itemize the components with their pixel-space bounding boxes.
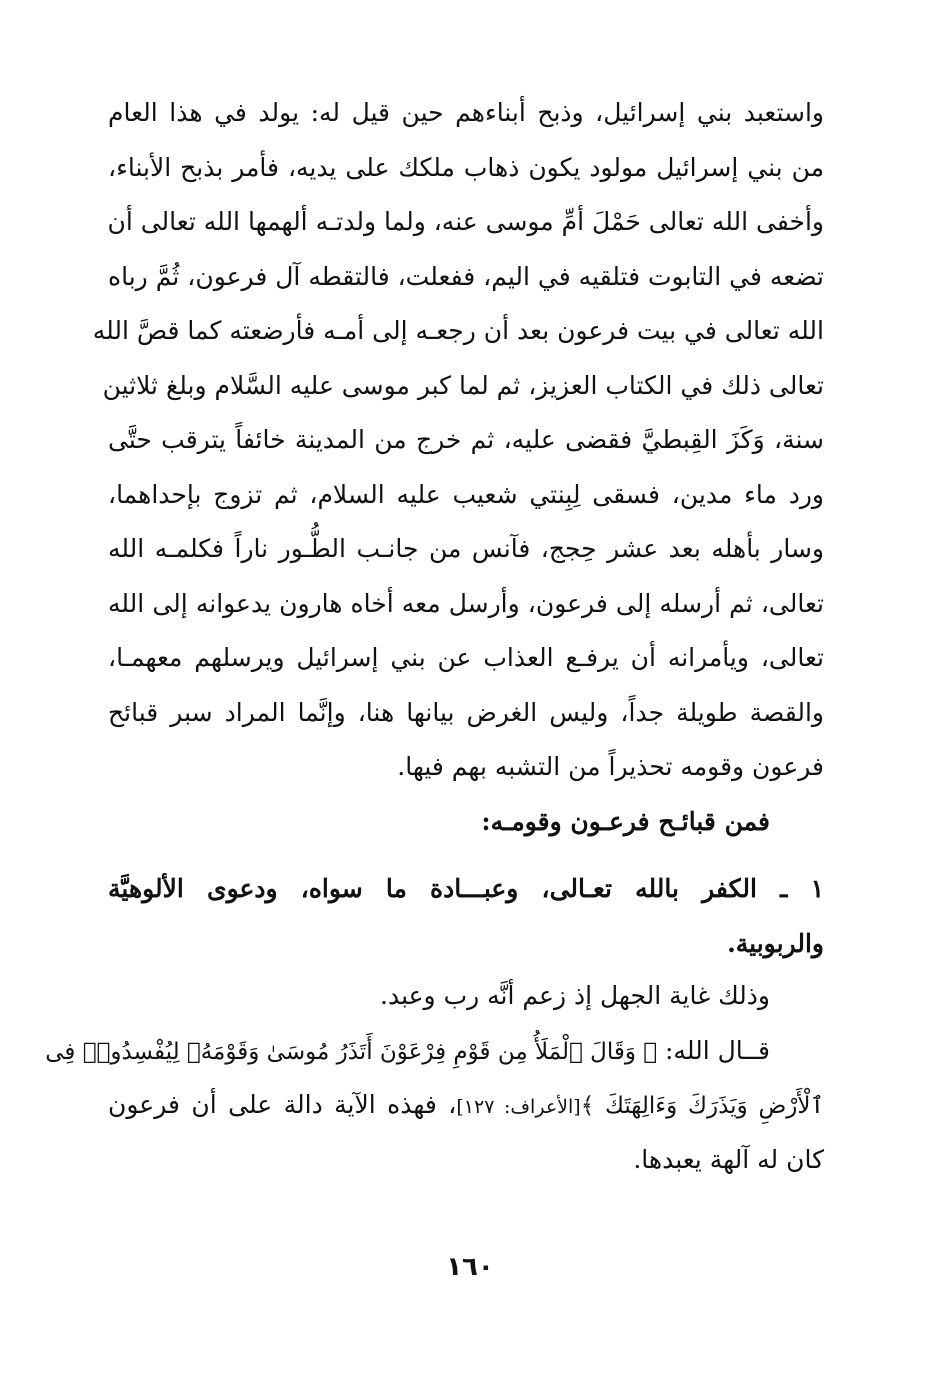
after-verse-text: ، فهذه الآية دالة على أن فرعون: [108, 1090, 457, 1119]
verse-line-2: [108, 1078, 824, 1133]
paragraph-line: ورد ماء مدين، فسقى لِبِنتي شعيب عليه السلام، ثم تزوج بإحداهما،: [108, 479, 824, 509]
paragraph-line: وأخفى الله تعالى حَمْلَ أمِّ موسى عنه، ولما ولدتـه ألهمها الله تعالى أن: [107, 207, 824, 236]
point-1: [108, 859, 824, 969]
paragraph-line: تضعه في التابوت فتلقيه في اليم، ففعلت، فالتقطه آل فرعون، ثُمَّ رباه: [108, 261, 824, 291]
paragraph-line: الله تعالى في بيت فرعون بعد أن رجعـه إلى أمـه فأرضعته كما قصَّ الله: [92, 316, 824, 345]
verse-reference: [الأعراف: ١٢٧]: [456, 1096, 581, 1118]
paragraph-line: تعالى، ويأمرانه أن يرفـع العذاب عن بني إسرائيل ويرسلهم معهمـا،: [108, 643, 824, 672]
paragraph-line: واستعبد بني إسرائيل، وذبح أبناءهم حين قيل له: يولد في هذا العام: [108, 98, 824, 127]
point-1-line: ١ ـ الكفر بالله تعـالى، وعبـــادة ما سواه، ودعوى الألوهيَّة: [108, 874, 824, 903]
quran-verse-part-1: ﴿ وَقَالَ ٱلْمَلَأُ مِن قَوْمِ فِرْعَوْنَ أَتَذَرُ مُوسَىٰ وَقَوْمَهُۥ لِيُفْسِدُوا۟ فِى: [45, 1038, 658, 1065]
paragraph-line: تعالى، ثم أرسله إلى فرعون، وأرسل معه أخاه هارون يدعوانه إلى الله: [108, 588, 824, 618]
verse-line-1: [45, 1024, 824, 1079]
paragraph-line: تعالى ذلك في الكتاب العزيز، ثم لما كبر موسى عليه السَّلام وبلغ ثلاثين: [102, 370, 824, 400]
paragraph-line: سنة، وَكَزَ القِبطيَّ فقضى عليه، ثم خرج من المدينة خائفاً يترقب حتَّى: [108, 425, 824, 454]
paragraph-line: وسار بأهله بعد عشر حِجج، فآنس من جانـب الطُّـور ناراً فكلمـه الله: [108, 534, 824, 563]
main-paragraph: [92, 86, 824, 795]
explanation-line: وذلك غاية الجهل إذ زعم أنَّه رب وعبد.: [380, 981, 770, 1010]
page-body: [45, 86, 824, 1187]
paragraph-line: فرعون وقومه تحذيراً من التشبه بهم فيها.: [397, 752, 824, 781]
paragraph-line: من بني إسرائيل مولود يكون ذهاب ملكك على يديه، فأمر بذبح الأبناء،: [108, 152, 824, 182]
closing-line: كان له آلهة يعبدها.: [633, 1144, 824, 1174]
quran-verse-part-2: ٱلْأَرْضِ وَيَذَرَكَ وَءَالِهَتَكَ ﴾: [580, 1093, 824, 1119]
paragraph-line: والقصة طويلة جداً، وليس الغرض بيانها هنا، وإنَّما المراد سبر قبائح: [108, 697, 824, 727]
point-1-line: والربوبية.: [727, 929, 824, 958]
page-number: ١٦٠: [446, 1252, 494, 1282]
verse-intro: قــال الله:: [665, 1035, 770, 1065]
section-heading: فمن قبائـح فرعـون وقومـه:: [481, 806, 770, 836]
